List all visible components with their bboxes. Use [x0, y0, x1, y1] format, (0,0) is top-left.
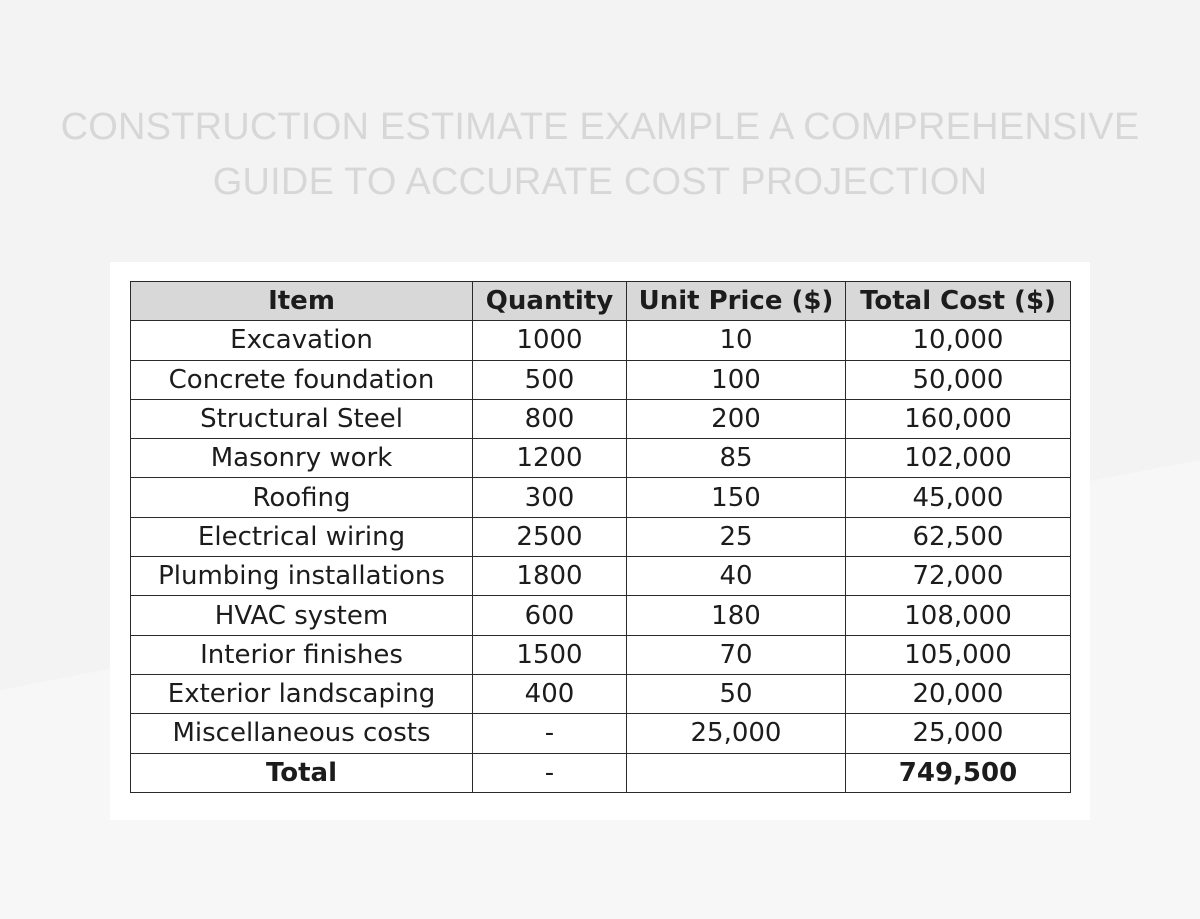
cell-item: Exterior landscaping — [131, 674, 473, 713]
header-item: Item — [131, 282, 473, 321]
total-unit-price — [627, 753, 846, 792]
cell-item: Interior finishes — [131, 635, 473, 674]
page-title — [0, 100, 1200, 210]
table-row — [131, 360, 1071, 399]
cell-unit-price: 85 — [627, 439, 846, 478]
cell-quantity: 1800 — [473, 557, 627, 596]
cell-unit-price: 10 — [627, 321, 846, 360]
cell-item: Plumbing installations — [131, 557, 473, 596]
header-quantity: Quantity — [473, 282, 627, 321]
cell-quantity: 300 — [473, 478, 627, 517]
header-unit-price: Unit Price ($) — [627, 282, 846, 321]
cell-unit-price: 50 — [627, 674, 846, 713]
cell-quantity: 600 — [473, 596, 627, 635]
cell-quantity: 2500 — [473, 517, 627, 556]
table-row — [131, 557, 1071, 596]
table-row — [131, 596, 1071, 635]
cell-total-cost: 160,000 — [846, 399, 1071, 438]
cell-unit-price: 40 — [627, 557, 846, 596]
cell-total-cost: 45,000 — [846, 478, 1071, 517]
table-row — [131, 517, 1071, 556]
cell-item: Concrete foundation — [131, 360, 473, 399]
cell-quantity: 1200 — [473, 439, 627, 478]
cell-unit-price: 25,000 — [627, 714, 846, 753]
cell-quantity: 800 — [473, 399, 627, 438]
cell-quantity: 1500 — [473, 635, 627, 674]
cell-unit-price: 200 — [627, 399, 846, 438]
estimate-card — [110, 262, 1090, 820]
cell-quantity: 400 — [473, 674, 627, 713]
cell-total-cost: 62,500 — [846, 517, 1071, 556]
cell-quantity: 500 — [473, 360, 627, 399]
cell-unit-price: 70 — [627, 635, 846, 674]
cell-item: Structural Steel — [131, 399, 473, 438]
cell-total-cost: 10,000 — [846, 321, 1071, 360]
estimate-table — [130, 281, 1071, 793]
table-row — [131, 714, 1071, 753]
cell-total-cost: 105,000 — [846, 635, 1071, 674]
total-quantity: - — [473, 753, 627, 792]
cell-total-cost: 72,000 — [846, 557, 1071, 596]
cell-quantity: - — [473, 714, 627, 753]
table-row — [131, 478, 1071, 517]
cell-total-cost: 20,000 — [846, 674, 1071, 713]
cell-unit-price: 25 — [627, 517, 846, 556]
cell-item: Masonry work — [131, 439, 473, 478]
header-total-cost: Total Cost ($) — [846, 282, 1071, 321]
table-header-row — [131, 282, 1071, 321]
table-row — [131, 635, 1071, 674]
table-total-row — [131, 753, 1071, 792]
cell-item: HVAC system — [131, 596, 473, 635]
cell-total-cost: 108,000 — [846, 596, 1071, 635]
cell-item: Excavation — [131, 321, 473, 360]
page-title-line-1: CONSTRUCTION ESTIMATE EXAMPLE A COMPREHENSIVE — [60, 106, 1140, 148]
total-cost-value: 749,500 — [846, 753, 1071, 792]
cell-item: Electrical wiring — [131, 517, 473, 556]
total-label: Total — [131, 753, 473, 792]
cell-quantity: 1000 — [473, 321, 627, 360]
cell-unit-price: 150 — [627, 478, 846, 517]
cell-total-cost: 102,000 — [846, 439, 1071, 478]
cell-total-cost: 25,000 — [846, 714, 1071, 753]
table-row — [131, 439, 1071, 478]
table-row — [131, 321, 1071, 360]
page-title-line-2: GUIDE TO ACCURATE COST PROJECTION — [212, 161, 988, 203]
cell-item: Miscellaneous costs — [131, 714, 473, 753]
cell-unit-price: 100 — [627, 360, 846, 399]
table-row — [131, 674, 1071, 713]
cell-item: Roofing — [131, 478, 473, 517]
cell-unit-price: 180 — [627, 596, 846, 635]
cell-total-cost: 50,000 — [846, 360, 1071, 399]
table-row — [131, 399, 1071, 438]
